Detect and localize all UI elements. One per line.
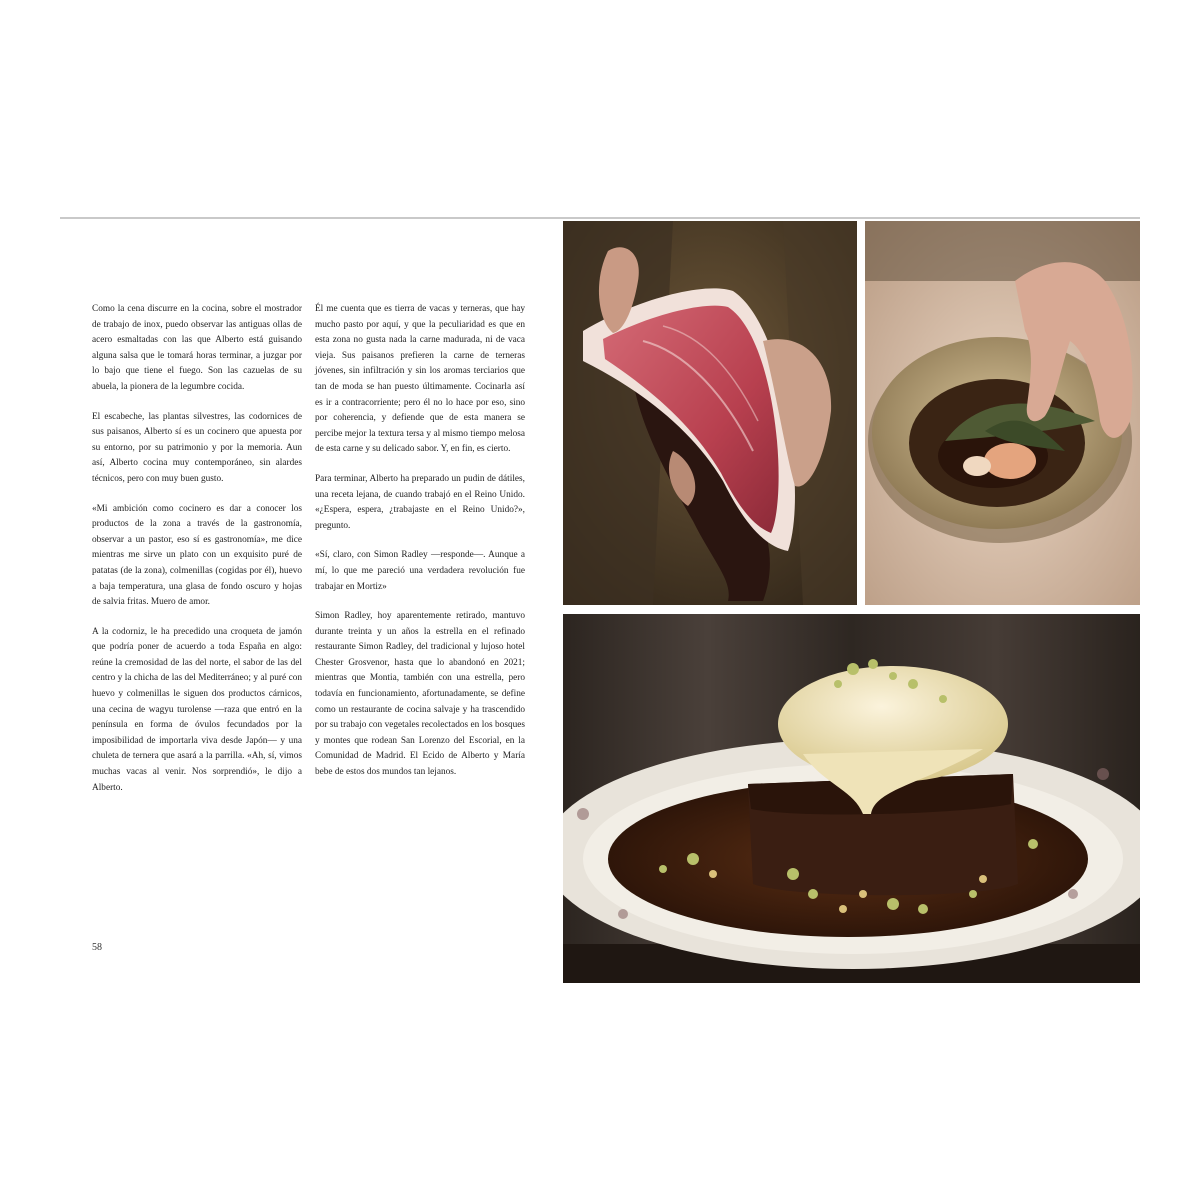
header-rule	[60, 217, 1140, 219]
paragraph: Para terminar, Alberto ha preparado un pudin de dátiles, una receta lejana, de cuando trabajó en el Reino Unido. «¿Espera, espera, ¿trabajaste en el Reino Unido?», pregunto.	[315, 473, 525, 531]
paragraph: «Sí, claro, con Simon Radley —responde—. Aunque a mí, lo que me pareció una verdadera revolución fue trabajar en Mortiz»	[315, 550, 525, 592]
paragraph: Como la cena discurre en la cocina, sobre el mostrador de trabajo de inox, puedo observar las antiguas ollas de acero esmaltadas con las que Alberto está guisando alguna salsa que le tomará horas terminar, a juzgar por lo bajo que tiene el fuego. Son las cazuelas de su abuela, la pionera de la legumbre cocida.	[92, 304, 302, 392]
text-column-right	[315, 302, 525, 795]
bowl-plating-photo	[865, 221, 1140, 605]
paragraph: El escabeche, las plantas silvestres, las codornices de sus paisanos, Alberto sí es un cocinero que apuesta por su entorno, por su patrimonio y por la memoria. Aun así, Alberto cocina muy contemporáneo, sin alardes técnicos, pero con muy buen gusto.	[92, 411, 302, 484]
date-pudding-photo	[563, 614, 1140, 983]
text-column-left	[92, 302, 302, 810]
paragraph: A la codorniz, le ha precedido una croqueta de jamón que podría poner de acuerdo a toda España en algo: reúne la cremosidad de las del norte, el sabor de las del centro y la chicha de las del Mediterráneo; y al puré con huevo y colmenillas le siguen dos productos cárnicos, una cecina de wagyu turolense —raza que entró en la península en forma de óvulos fecundados por la imposibilidad de importarla viva desde Japón— y una chuleta de ternera que asará a la parrilla. «Ah, sí, vimos muchas vacas al venir. Nos sorprendió», le dijo a Alberto.	[92, 626, 302, 793]
page-number: 58	[92, 942, 102, 953]
paragraph: Él me cuenta que es tierra de vacas y terneras, que hay mucho pasto por aquí, y que la peculiaridad es que en esta zona no gusta nada la carne madurada, ni de vaca vieja. Sus paisanos prefieren la carne de terneras jóvenes, sin infiltración y sin los aromas terciarios que tan de moda se han puesto últimamente. Cocinarla así es ir a contracorriente; pero él no lo hace por eso, sino por coherencia, y defiende que de esta manera se percibe mejor la textura tersa y al mismo tiempo melosa de esta carne y su delicado sabor. Y, en fin, es cierto.	[315, 304, 525, 455]
paragraph: «Mi ambición como cocinero es dar a conocer los productos de la zona a través de la gastronomía, observar a un pastor, eso sí es gastronomía», me dice mientras me sirve un plato con un exquisito puré de patatas (de la zona), colmenillas (cogidas por él), huevo a baja temperatura, una glasa de fondo oscuro y hojas de salvia fritas. Muero de amor.	[92, 503, 302, 608]
raw-steak-photo	[563, 221, 857, 605]
paragraph: Simon Radley, hoy aparentemente retirado, mantuvo durante treinta y un años la estrella en el refinado restaurante Simon Radley, del tradicional y lujoso hotel Chester Grosvenor, hasta que lo abandonó en 2021; mientras que Montia, también con una estrella, pero todavía en funcionamiento, afortunadamente, se define como un restaurante de cocina salvaje y ha trascendido por su trabajo con vegetales recolectados en los bosques y montes que rodean San Lorenzo del Escorial, en la Comunidad de Madrid. El Ecido de Alberto y María bebe de estos dos mundos tan lejanos.	[315, 611, 525, 778]
